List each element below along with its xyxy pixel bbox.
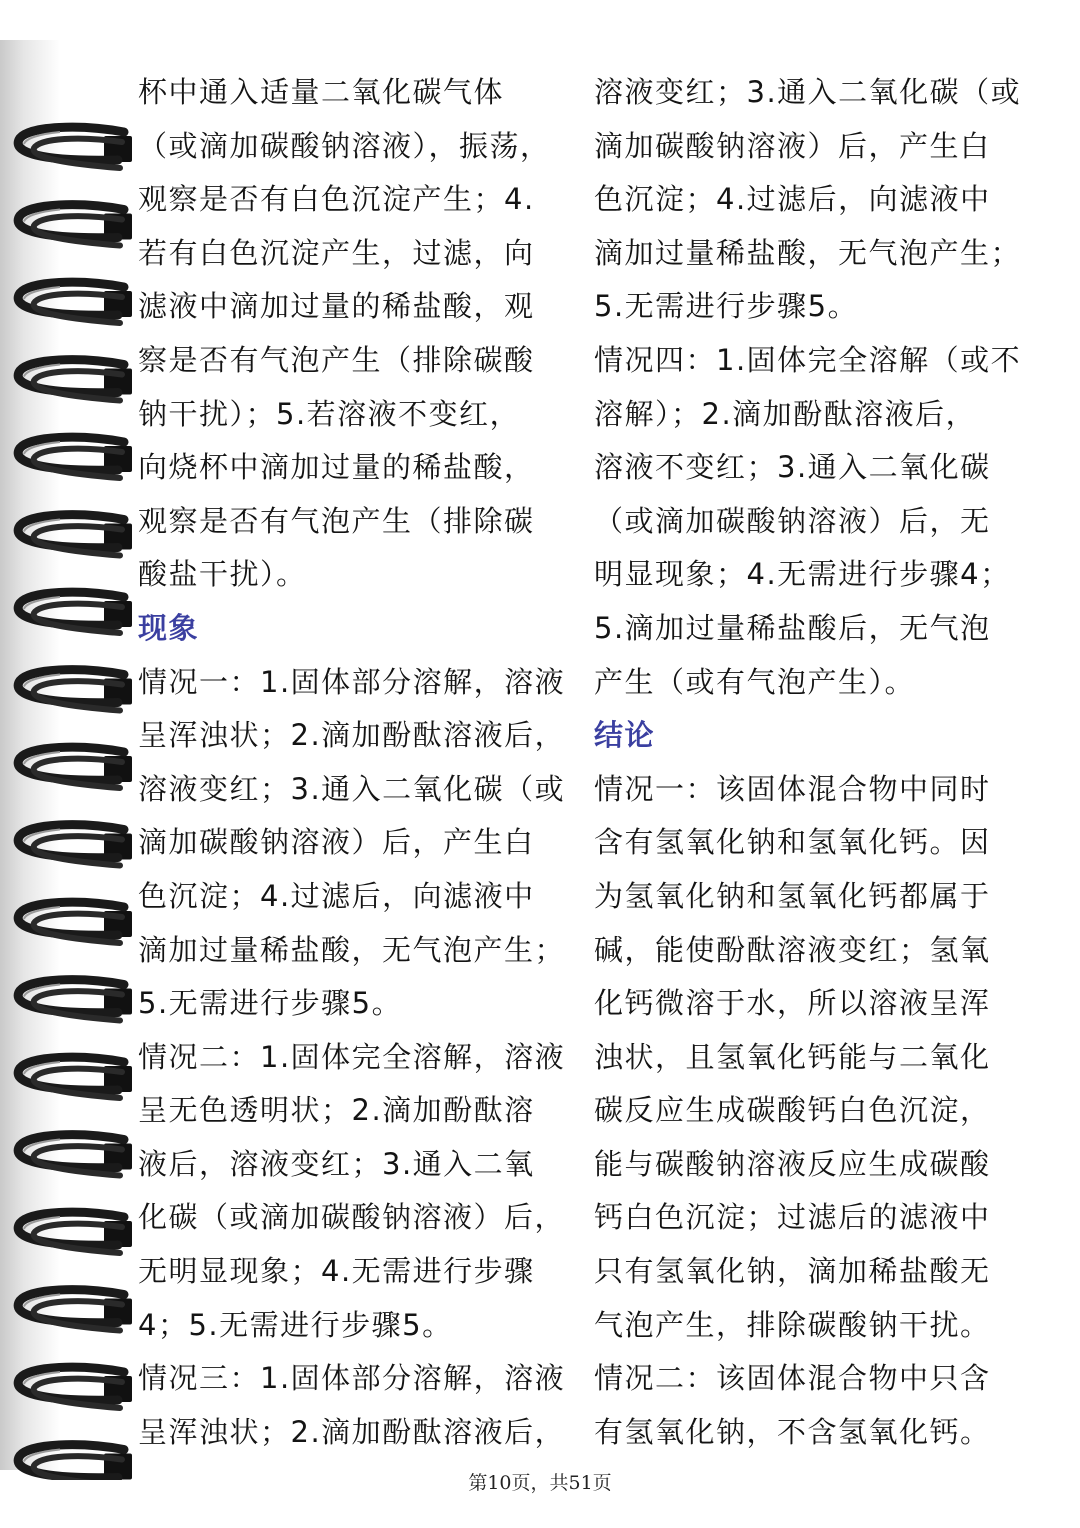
spiral-ring xyxy=(18,902,132,943)
text-line: 杯中通入适量二氧化碳气体 xyxy=(138,75,505,109)
text-line: （或滴加碳酸钠溶液），振荡， xyxy=(138,128,551,163)
text-line: 5.无需进行步骤5。 xyxy=(138,986,403,1021)
spiral-ring xyxy=(18,1135,132,1176)
text-line: 呈无色透明状；2.滴加酚酞溶 xyxy=(138,1093,535,1128)
text-line: 只有氢氧化钠，滴加稀盐酸无 xyxy=(594,1254,991,1289)
text-line: 液后，溶液变红；3.通入二氧 xyxy=(138,1146,535,1181)
left-column xyxy=(138,66,578,1459)
spiral-ring xyxy=(18,592,132,633)
text-line: 无明显现象；4.无需进行步骤 xyxy=(138,1254,535,1289)
text-line: 4；5.无需进行步骤5。 xyxy=(138,1307,453,1342)
text-line: 滤液中滴加过量的稀盐酸，观 xyxy=(138,289,535,324)
spiral-ring xyxy=(18,980,132,1021)
text-line: 酸盐干扰）。 xyxy=(138,557,307,592)
spiral-ring xyxy=(18,825,132,866)
text-line: （或滴加碳酸钠溶液）后，无 xyxy=(594,503,991,538)
text-line: 溶解）；2.滴加酚酞溶液后， xyxy=(594,396,977,431)
text-line: 能与碳酸钠溶液反应生成碳酸 xyxy=(594,1146,991,1181)
text-line: 色沉淀；4.过滤后，向滤液中 xyxy=(138,878,535,913)
spiral-ring xyxy=(18,747,132,788)
text-line: 溶液变红；3.通入二氧化碳（或 xyxy=(594,75,1022,109)
text-line: 5.无需进行步骤5。 xyxy=(594,289,859,324)
text-line: 碱，能使酚酞溶液变红；氢氧 xyxy=(594,932,991,967)
section-heading: 结论 xyxy=(594,718,656,753)
spiral-ring xyxy=(18,205,132,246)
text-line: 观察是否有气泡产生（排除碳 xyxy=(138,503,535,538)
text-line: 滴加碳酸钠溶液）后，产生白 xyxy=(594,128,991,163)
spiral-ring xyxy=(18,1290,132,1331)
text-line: 色沉淀；4.过滤后，向滤液中 xyxy=(594,182,991,217)
text-line: 情况三：1.固体部分溶解，溶液 xyxy=(138,1361,566,1396)
text-line: 滴加碳酸钠溶液）后，产生白 xyxy=(138,825,535,860)
text-line: 滴加过量稀盐酸，无气泡产生； xyxy=(594,235,1022,270)
spiral-ring xyxy=(18,515,132,556)
text-line: 气泡产生，排除碳酸钠干扰。 xyxy=(594,1307,991,1342)
right-column xyxy=(594,66,1034,1459)
text-line: 产生（或有气泡产生）。 xyxy=(594,664,916,699)
text-line: 浊状，且氢氧化钙能与二氧化 xyxy=(594,1039,991,1074)
text-line: 呈浑浊状；2.滴加酚酞溶液后， xyxy=(138,1414,566,1449)
spiral-ring xyxy=(18,127,132,168)
section-heading: 现象 xyxy=(138,610,200,645)
text-line: 向烧杯中滴加过量的稀盐酸， xyxy=(138,450,535,485)
text-line: 钙白色沉淀；过滤后的滤液中 xyxy=(594,1200,991,1235)
text-line: 察是否有气泡产生（排除碳酸 xyxy=(138,342,535,377)
text-line: 碳反应生成碳酸钙白色沉淀， xyxy=(594,1093,991,1128)
spiral-ring xyxy=(18,1212,132,1253)
text-line: 化钙微溶于水，所以溶液呈浑 xyxy=(594,986,991,1021)
text-line: 含有氢氧化钠和氢氧化钙。因 xyxy=(594,825,991,860)
text-line: 呈浑浊状；2.滴加酚酞溶液后， xyxy=(138,718,566,753)
text-line: 情况二：1.固体完全溶解，溶液 xyxy=(138,1039,566,1074)
page-number: 第10页，共51页 xyxy=(468,1472,612,1494)
text-line: 有氢氧化钠，不含氢氧化钙。 xyxy=(594,1414,991,1449)
text-line: 若有白色沉淀产生，过滤，向 xyxy=(138,235,535,270)
text-line: 情况一：该固体混合物中同时 xyxy=(594,771,991,806)
spiral-ring xyxy=(18,670,132,711)
text-line: 溶液不变红；3.通入二氧化碳 xyxy=(594,450,991,485)
text-line: 钠干扰）；5.若溶液不变红， xyxy=(138,396,521,431)
text-line: 观察是否有白色沉淀产生；4. xyxy=(138,182,535,217)
text-line: 5.滴加过量稀盐酸后，无气泡 xyxy=(594,610,991,645)
spiral-binding xyxy=(0,0,140,1480)
text-line: 化碳（或滴加碳酸钠溶液）后， xyxy=(138,1200,566,1235)
spiral-ring xyxy=(18,360,132,401)
spiral-ring xyxy=(18,1367,132,1408)
spiral-ring xyxy=(18,1057,132,1098)
text-line: 溶液变红；3.通入二氧化碳（或 xyxy=(138,771,566,806)
text-line: 为氢氧化钠和氢氧化钙都属于 xyxy=(594,878,991,913)
spiral-ring xyxy=(18,437,132,478)
text-line: 情况一：1.固体部分溶解，溶液 xyxy=(138,664,566,699)
text-line: 滴加过量稀盐酸，无气泡产生； xyxy=(138,932,566,967)
spiral-ring xyxy=(18,282,132,323)
text-line: 情况二：该固体混合物中只含 xyxy=(594,1361,991,1396)
text-line: 情况四：1.固体完全溶解（或不 xyxy=(594,342,1022,377)
text-line: 明显现象；4.无需进行步骤4； xyxy=(594,557,1011,592)
